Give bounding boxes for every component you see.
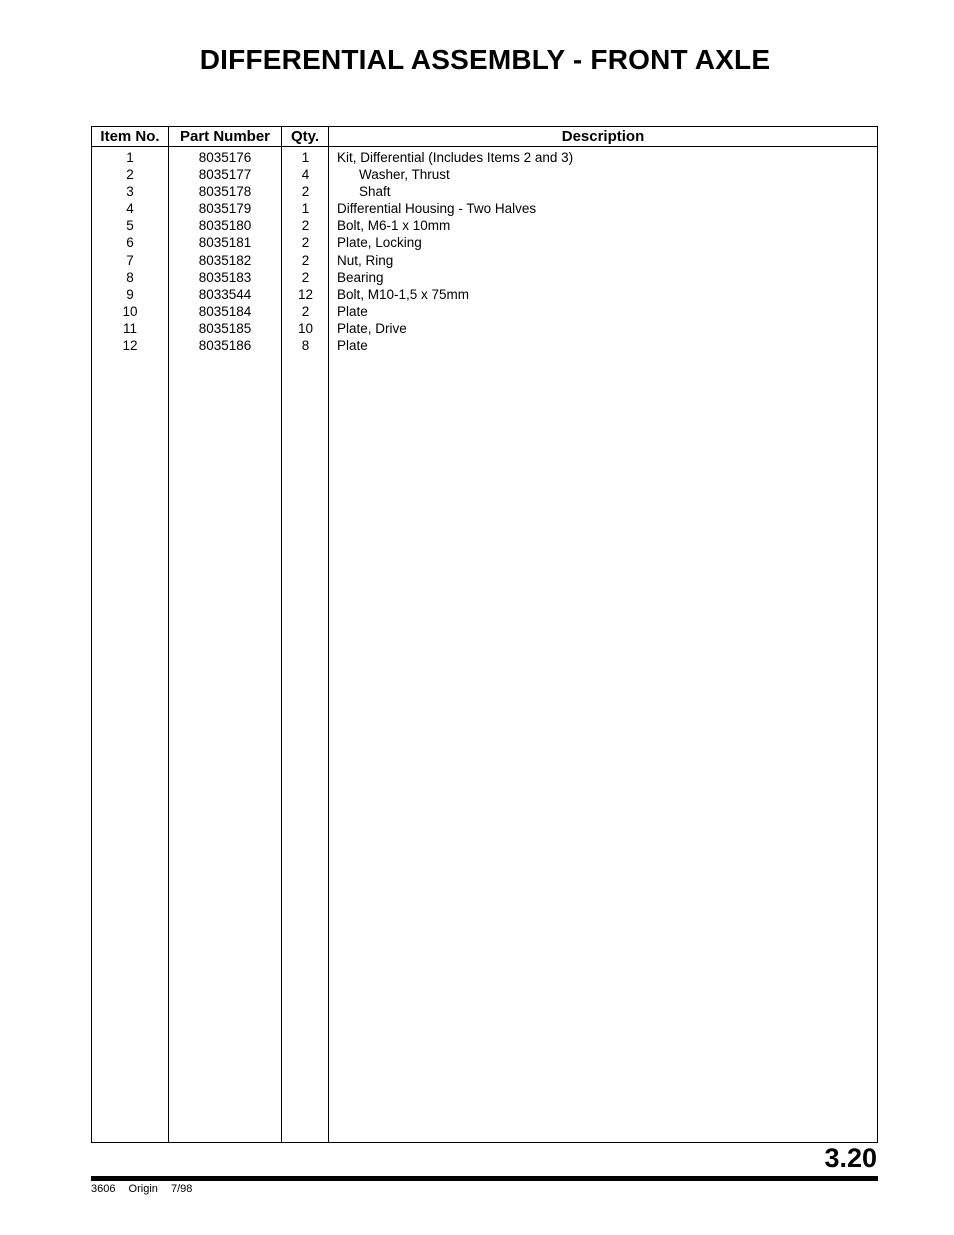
item-number-cell: 4	[126, 201, 134, 217]
header-qty: Qty.	[290, 128, 320, 145]
header-divider	[92, 146, 877, 147]
description-cell: Plate	[337, 303, 368, 319]
part-number-cell: 8033544	[198, 286, 252, 302]
quantity-cell: 1	[301, 201, 310, 217]
quantity-cell: 10	[297, 320, 314, 336]
quantity-cell: 2	[301, 269, 310, 285]
table-row	[92, 337, 877, 354]
page-title: DIFFERENTIAL ASSEMBLY - FRONT AXLE	[199, 44, 771, 75]
description-cell: Plate	[337, 338, 368, 354]
quantity-cell: 12	[297, 286, 314, 302]
table-row	[92, 149, 877, 166]
footer-edition: Origin	[128, 1183, 158, 1195]
part-number-cell: 8035186	[198, 338, 252, 354]
quantity-cell: 2	[301, 235, 310, 251]
part-number-cell: 8035176	[198, 150, 252, 165]
footer-rule	[91, 1176, 878, 1181]
part-number-cell: 8035181	[198, 235, 252, 251]
footer-date: 7/98	[170, 1183, 193, 1195]
part-number-cell: 8035180	[198, 218, 252, 234]
quantity-cell: 2	[301, 184, 310, 200]
footer	[91, 1183, 202, 1195]
item-number-cell: 5	[126, 218, 134, 234]
part-number-cell: 8035185	[198, 320, 252, 336]
header-description: Description	[561, 128, 645, 145]
quantity-cell: 2	[301, 218, 310, 234]
part-number-cell: 8035182	[198, 252, 252, 268]
description-cell: Bearing	[337, 269, 384, 285]
table-row	[92, 183, 877, 200]
item-number-cell: 10	[122, 303, 138, 319]
description-cell: Bolt, M6-1 x 10mm	[337, 218, 451, 234]
item-number-cell: 11	[122, 320, 137, 336]
part-number-cell: 8035184	[198, 303, 252, 319]
item-number-cell: 6	[126, 235, 134, 251]
quantity-cell: 2	[301, 252, 310, 268]
parts-rows	[92, 149, 877, 354]
description-cell: Washer, Thrust	[359, 167, 450, 183]
table-row	[92, 252, 877, 269]
description-cell: Nut, Ring	[337, 252, 394, 268]
description-cell: Plate, Locking	[337, 235, 422, 251]
section-number: 3.20	[824, 1143, 877, 1173]
quantity-cell: 4	[301, 167, 310, 183]
footer-model: 3606	[91, 1183, 116, 1195]
description-cell: Kit, Differential (Includes Items 2 and 3)	[337, 150, 574, 165]
table-row	[92, 320, 877, 337]
header-item-no: Item No.	[100, 128, 160, 145]
item-number-cell: 3	[126, 184, 134, 200]
part-number-cell: 8035178	[198, 184, 252, 200]
item-number-cell: 2	[126, 167, 134, 183]
item-number-cell: 7	[126, 252, 134, 268]
description-cell: Differential Housing - Two Halves	[337, 201, 537, 217]
quantity-cell: 8	[301, 338, 310, 354]
table-row	[92, 234, 877, 251]
description-cell: Shaft	[359, 184, 391, 200]
description-cell: Plate, Drive	[337, 320, 407, 336]
table-row	[92, 286, 877, 303]
table-row	[92, 217, 877, 234]
table-row	[92, 166, 877, 183]
header-part-number: Part Number	[179, 128, 271, 145]
table-row	[92, 303, 877, 320]
item-number-cell: 12	[122, 338, 138, 354]
description-cell: Bolt, M10-1,5 x 75mm	[337, 286, 470, 302]
item-number-cell: 1	[126, 150, 134, 165]
parts-table	[91, 126, 878, 1143]
table-row	[92, 269, 877, 286]
table-row	[92, 200, 877, 217]
quantity-cell: 2	[301, 303, 310, 319]
quantity-cell: 1	[301, 150, 310, 165]
part-number-cell: 8035179	[198, 201, 252, 217]
part-number-cell: 8035177	[198, 167, 252, 183]
item-number-cell: 9	[126, 286, 134, 302]
item-number-cell: 8	[126, 269, 134, 285]
part-number-cell: 8035183	[198, 269, 252, 285]
